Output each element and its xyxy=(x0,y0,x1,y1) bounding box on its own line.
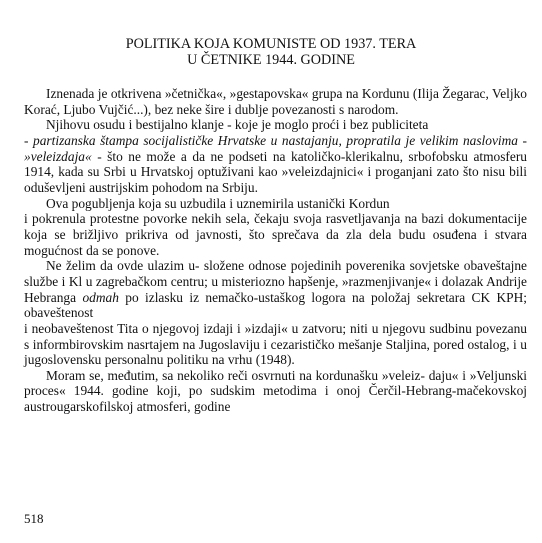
paragraph-7: i neobaveštenost Tita o njegovoj izdaji i »izdaji« u zatvoru; niti u njegovu sudbinu povezanu s informbirovskim nasrtajem na Jugoslaviju i cezarističko mešanje Staljina, pored ostalog, i u jugoslovensku personalnu politiku na vrhu (1948). xyxy=(24,320,527,368)
paragraph-6 xyxy=(24,258,527,321)
page-number: 518 xyxy=(24,511,44,526)
body-text xyxy=(24,86,527,415)
paragraph-3-dash: - xyxy=(24,132,34,148)
paragraph-3 xyxy=(24,133,527,196)
paragraph-5: i pokrenula protestne povorke nekih sela, čekaju svoja rasvetljavanja na bazi dokumentacije koja se brižljivo prikriva od javnosti, što sprečava da zla dela budu osuđena i stvara mogućnost da se ponove. xyxy=(24,211,527,258)
paragraph-6-italic: odmah xyxy=(82,289,119,305)
paragraph-3-italic: partizanska štampa socijalističke Hrvatske u nastajanju, propratila je velikim naslovima - »veleizdaja« xyxy=(24,132,528,164)
paragraph-6-text-a: Ne želim da ovde ulazim u- složene odnose pojedinih poverenika sovjetske obaveštajne službe i Kl u zagrebačkom centru; u misteriozno hapšenje, »razmenjivanje« i dolazak Andrije Hebranga xyxy=(24,258,527,305)
title-line-2: U ČETNIKE 1944. GODINE xyxy=(187,52,355,68)
paragraph-8: Moram se, međutim, sa nekoliko reči osvrnuti na kordunašku »veleiz- daju« i »Veljunski proces« 1944. godine koji, po sudskim metodima i onoj Čerčil-Hebrang-mačekovskoj austrougarskofilskoj atmosferi, godine xyxy=(24,367,527,415)
paragraph-3-text: - što ne može a da ne podseti na katoličko-klerikalnu, srbofobsku atmosferu 1914, kada su Srbi u Hrvatskoj optuživani kao »veleizdajnici« i proganjani zato što nisu bili oduševljeni austrijskim pohodom na Srbiju. xyxy=(24,148,527,195)
paragraph-1: Iznenada je otkrivena »četnička«, »gestapovska« grupa na Kordunu (Ilija Žegarac, Veljko Korać, Ljubo Vujčić...), bez neke šire i dublje povezanosti s narodom. xyxy=(24,86,527,117)
paragraph-4: Ova pogubljenja koja su uzbudila i uznemirila ustanički Kordun xyxy=(46,195,390,211)
paragraph-2: Njihovu osudu i bestijalno klanje - koje je moglo proći i bez publiciteta xyxy=(46,117,429,133)
title-line-1: POLITIKA KOJA KOMUNISTE OD 1937. TERA xyxy=(125,36,417,52)
chapter-title xyxy=(0,36,542,68)
paragraph-6-text-b: po izlasku iz nemačko-ustaškog logora na položaj sekretara CK KPH; obaveštenost xyxy=(24,289,527,321)
